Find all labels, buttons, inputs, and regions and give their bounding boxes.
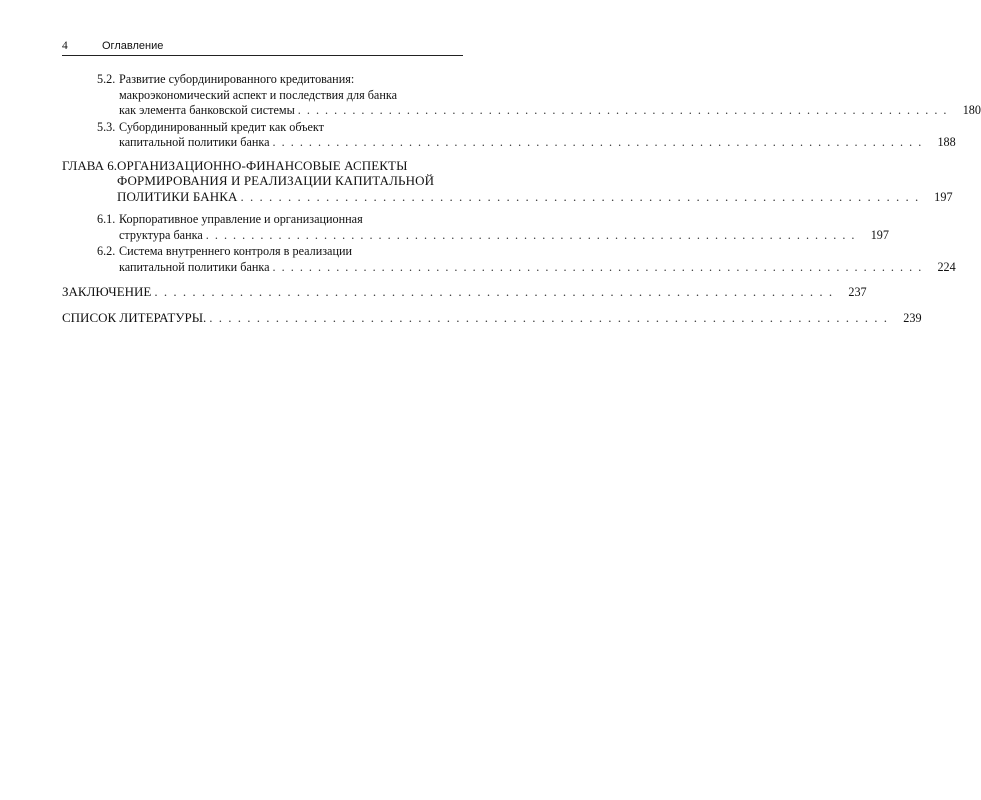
entry-title-line: как элемента банковской системы: [119, 103, 295, 117]
dot-leader: . . . . . . . . . . . . . . . . . . . . . . . . . . . . . . . . . . . . . . . . . . . . . . . . . . . . . . . . . . . . . . . . . . . . . . . .: [209, 309, 889, 325]
section-number: 6.2.: [97, 244, 116, 258]
toc-chapter-6: [62, 157, 953, 206]
section-number: 5.3.: [97, 119, 116, 134]
chapter-title-line: ОРГАНИЗАЦИОННО-ФИНАНСОВЫЕ АСПЕКТЫ: [117, 157, 408, 173]
toc-entry-conclusion: [62, 284, 867, 301]
section-number: 6.1.: [97, 212, 116, 226]
entry-page-number: 224: [937, 259, 956, 274]
toc-entry-6-2: [62, 244, 956, 275]
entry-page-number: 197: [870, 227, 889, 242]
entry-page-number: 239: [903, 310, 922, 325]
chapter-number: ГЛАВА 6.: [62, 157, 117, 173]
dot-leader: . . . . . . . . . . . . . . . . . . . . . . . . . . . . . . . . . . . . . . . . . . . . . . . . . . . . . . . . . . . . . . . . . . . . . . . .: [272, 135, 923, 149]
dot-leader: . . . . . . . . . . . . . . . . . . . . . . . . . . . . . . . . . . . . . . . . . . . . . . . . . . . . . . . . . . . . . . . . . . . . . . . .: [154, 284, 834, 299]
chapter-title-line: ФОРМИРОВАНИЯ И РЕАЛИЗАЦИИ КАПИТАЛЬНОЙ: [117, 173, 435, 188]
section-number: 5.2.: [97, 72, 116, 86]
dot-leader: . . . . . . . . . . . . . . . . . . . . . . . . . . . . . . . . . . . . . . . . . . . . . . . . . . . . . . . . . . . . . . . . . . . . . . . .: [205, 227, 856, 242]
toc-entry-bibliography: [62, 309, 922, 327]
entry-page-number: 237: [848, 285, 867, 299]
dot-leader: . . . . . . . . . . . . . . . . . . . . . . . . . . . . . . . . . . . . . . . . . . . . . . . . . . . . . . . . . . . . . . . . . . . . . . . .: [272, 259, 923, 274]
toc-entry-5-2: [62, 72, 981, 119]
running-header: [62, 40, 463, 56]
entry-title-line: макроэкономический аспект и последствия для банка: [119, 87, 397, 102]
entry-page-number: 188: [937, 135, 956, 149]
entry-title-line: ЗАКЛЮЧЕНИЕ: [62, 284, 152, 299]
table-of-contents: [62, 72, 981, 326]
entry-title-line: структура банка: [119, 227, 203, 242]
entry-title-line: Субординированный кредит как объект: [119, 119, 325, 134]
entry-title-line: Корпоративное управление и организационная: [119, 212, 363, 226]
toc-entry-5-3: [62, 119, 956, 151]
chapter-title-line: ПОЛИТИКИ БАНКА: [117, 188, 238, 204]
entry-title-line: СПИСОК ЛИТЕРАТУРЫ.: [62, 309, 207, 325]
toc-entry-6-1: [62, 212, 889, 243]
dot-leader: . . . . . . . . . . . . . . . . . . . . . . . . . . . . . . . . . . . . . . . . . . . . . . . . . . . . . . . . . . . . . . . . . . . . . . . .: [240, 188, 920, 204]
running-title: Оглавление: [102, 40, 164, 52]
entry-title-line: капитальной политики банка: [119, 135, 270, 149]
page-number: 4: [62, 40, 68, 52]
entry-title-line: Развитие субординированного кредитования:: [119, 72, 355, 86]
entry-page-number: 180: [962, 103, 981, 117]
dot-leader: . . . . . . . . . . . . . . . . . . . . . . . . . . . . . . . . . . . . . . . . . . . . . . . . . . . . . . . . . . . . . . . . . . . . . . . .: [297, 103, 948, 117]
entry-title-line: капитальной политики банка: [119, 259, 270, 274]
entry-title-line: Система внутреннего контроля в реализации: [119, 244, 353, 258]
entry-page-number: 197: [934, 189, 953, 204]
